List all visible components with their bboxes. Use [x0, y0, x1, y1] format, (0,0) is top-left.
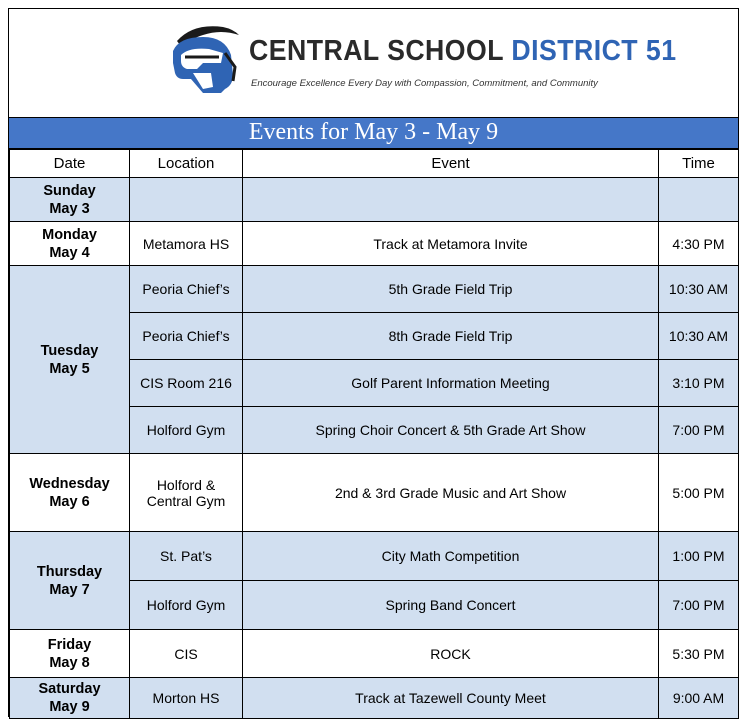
day-cell [10, 222, 130, 266]
events-table [9, 149, 739, 719]
event-cell: 8th Grade Field Trip [243, 313, 659, 360]
table-row [10, 532, 739, 581]
time-cell [659, 178, 739, 222]
day-date: May 6 [49, 493, 90, 510]
location-line2: Central Gym [146, 492, 226, 509]
header-location: Location [130, 150, 243, 178]
day-date: May 7 [49, 581, 90, 598]
event-cell: 5th Grade Field Trip [243, 266, 659, 313]
location-cell: Peoria Chief’s [130, 313, 243, 360]
location-cell: Metamora HS [130, 222, 243, 266]
table-row [10, 454, 739, 532]
day-name: Friday [47, 636, 92, 653]
location-cell: Peoria Chief’s [130, 266, 243, 313]
location-cell: Holford Gym [130, 407, 243, 454]
event-cell: 2nd & 3rd Grade Music and Art Show [243, 454, 659, 532]
day-cell [10, 266, 130, 454]
location-cell: CIS Room 216 [130, 360, 243, 407]
event-cell: Spring Band Concert [243, 581, 659, 630]
event-cell: Track at Tazewell County Meet [243, 678, 659, 719]
location-cell: Morton HS [130, 678, 243, 719]
day-name: Wednesday [29, 475, 110, 492]
time-cell: 1:00 PM [659, 532, 739, 581]
time-cell: 3:10 PM [659, 360, 739, 407]
day-date: May 4 [49, 244, 90, 261]
district-tagline: Encourage Excellence Every Day with Compassion, Commitment, and Community [251, 78, 598, 89]
time-cell: 4:30 PM [659, 222, 739, 266]
table-row [10, 266, 739, 313]
header-date: Date [10, 150, 130, 178]
day-name: Sunday [43, 182, 96, 199]
day-date: May 3 [49, 200, 90, 217]
day-name: Tuesday [40, 342, 99, 359]
time-cell: 5:30 PM [659, 630, 739, 678]
time-cell: 5:00 PM [659, 454, 739, 532]
table-row [10, 678, 739, 719]
day-date: May 9 [49, 699, 90, 715]
location-line1: Holford & [156, 476, 216, 493]
day-cell [10, 532, 130, 630]
event-cell [243, 178, 659, 222]
location-cell [130, 454, 243, 532]
day-cell [10, 630, 130, 678]
calendar-frame [8, 8, 739, 717]
district-name-part1: CENTRAL SCHOOL [249, 35, 504, 67]
day-date: May 8 [49, 654, 90, 671]
time-cell: 9:00 AM [659, 678, 739, 719]
header-time: Time [659, 150, 739, 178]
district-name [249, 35, 677, 68]
day-name: Monday [42, 226, 97, 243]
location-cell: Holford Gym [130, 581, 243, 630]
day-date: May 5 [49, 360, 90, 377]
day-cell [10, 454, 130, 532]
district-header [9, 9, 738, 117]
table-header-row [10, 150, 739, 178]
table-row [10, 630, 739, 678]
time-cell: 7:00 PM [659, 581, 739, 630]
time-cell: 10:30 AM [659, 266, 739, 313]
location-cell [130, 178, 243, 222]
event-cell: Track at Metamora Invite [243, 222, 659, 266]
event-cell: Spring Choir Concert & 5th Grade Art Show [243, 407, 659, 454]
location-cell: CIS [130, 630, 243, 678]
location-cell: St. Pat’s [130, 532, 243, 581]
time-cell: 10:30 AM [659, 313, 739, 360]
header-event: Event [243, 150, 659, 178]
time-cell: 7:00 PM [659, 407, 739, 454]
event-cell: Golf Parent Information Meeting [243, 360, 659, 407]
events-banner: Events for May 3 - May 9 [9, 117, 738, 149]
table-row [10, 178, 739, 222]
day-cell [10, 178, 130, 222]
spartan-helmet-icon [163, 23, 245, 97]
day-name: Thursday [36, 563, 103, 580]
event-cell: ROCK [243, 630, 659, 678]
event-cell: City Math Competition [243, 532, 659, 581]
day-cell [10, 678, 130, 719]
table-row [10, 222, 739, 266]
day-name: Saturday [38, 681, 101, 697]
district-name-part2: DISTRICT 51 [511, 35, 677, 67]
